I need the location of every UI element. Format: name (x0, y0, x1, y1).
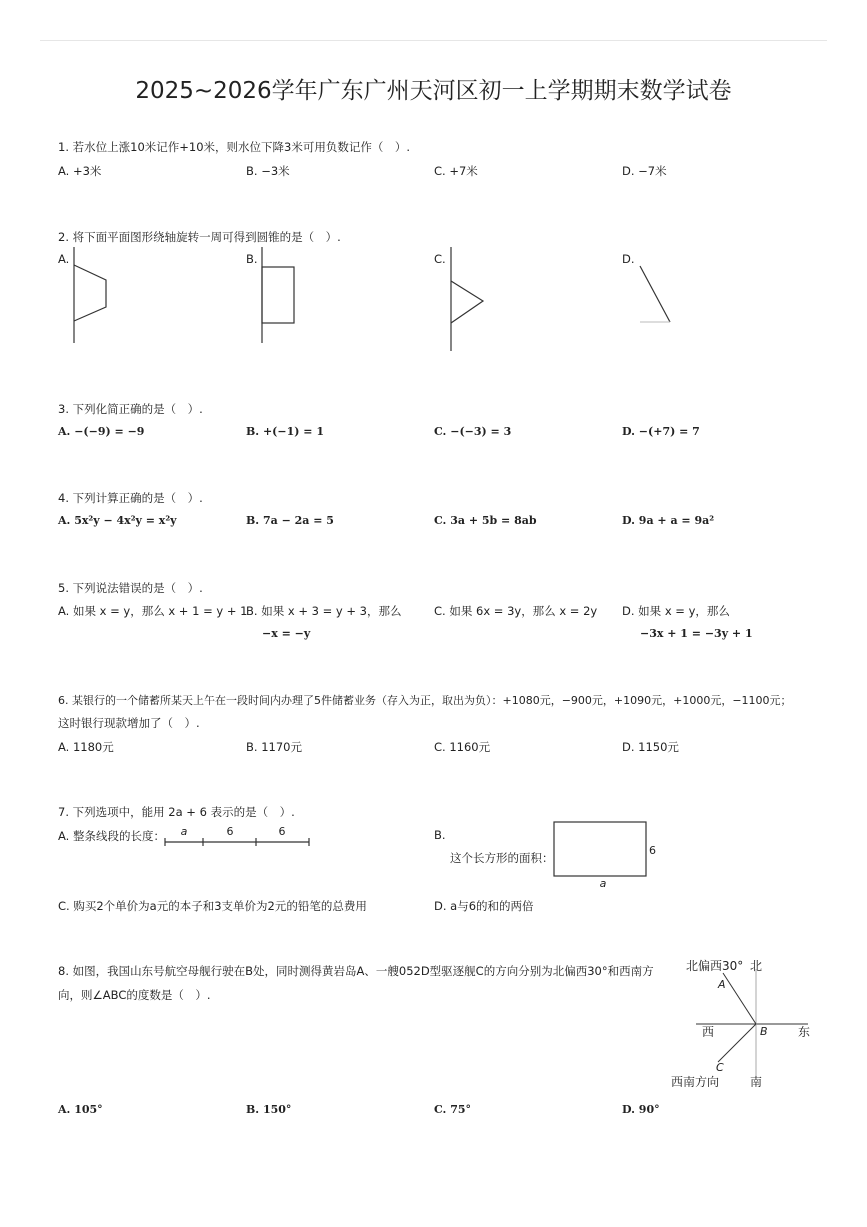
segment-label-6-first: 6 (226, 825, 234, 838)
south-west-label: 西南方向 (671, 1075, 720, 1089)
question-6-option-d[interactable]: D. 1150元 (622, 740, 679, 754)
question-3-option-b[interactable]: B. +(−1) = 1 (246, 425, 324, 438)
question-5-option-b-line1[interactable]: B. 如果 x + 3 = y + 3，那么 (246, 604, 402, 618)
question-2-figure-c (438, 245, 498, 355)
north-west-30-label: 北偏西30° (686, 959, 744, 973)
question-8-stem-line2: 向，则∠ABC的度数是（ ）. (58, 988, 211, 1002)
question-5-option-d-line1[interactable]: D. 如果 x = y，那么 (622, 604, 730, 618)
question-6-stem-line2: 这时银行现款增加了（ ）. (58, 716, 200, 730)
question-3-option-d[interactable]: D. −(+7) = 7 (622, 425, 700, 438)
question-6-option-a[interactable]: A. 1180元 (58, 740, 114, 754)
question-3-option-c[interactable]: C. −(−3) = 3 (434, 425, 512, 438)
question-2-option-c[interactable]: C. (434, 252, 446, 266)
page-title: 2025~2026学年广东广州天河区初一上学期期末数学试卷 (135, 78, 732, 104)
question-8-option-a[interactable]: A. 105° (58, 1103, 103, 1116)
header-rule (40, 40, 827, 41)
north-label: 北 (750, 959, 763, 973)
question-8-option-c[interactable]: C. 75° (434, 1103, 472, 1116)
question-5-option-b-line2: −x = −y (262, 627, 311, 640)
question-5-option-d-line2: −3x + 1 = −3y + 1 (640, 627, 753, 640)
question-7-rectangle-figure (553, 821, 663, 893)
question-1-option-b[interactable]: B. −3米 (246, 164, 290, 178)
question-3-option-a[interactable]: A. −(−9) = −9 (58, 425, 145, 438)
question-6-option-c[interactable]: C. 1160元 (434, 740, 491, 754)
question-8-stem-line1: 8. 如图，我国山东号航空母舰行驶在B处，同时测得黄岩岛A、一艘052D型驱逐舰C的方向分别为北偏西30°和西南方 (58, 964, 654, 978)
east-label: 东 (798, 1025, 811, 1039)
question-1-option-c[interactable]: C. +7米 (434, 164, 478, 178)
segment-label-a: a (180, 825, 188, 838)
question-1-stem: 1. 若水位上涨10米记作+10米，则水位下降3米可用负数记作（ ）. (58, 140, 410, 154)
question-6-stem-line1: 6. 某银行的一个储蓄所某天上午在一段时间内办理了5件储蓄业务（存入为正，取出为负）：+1080元，−900元，+1090元，+1000元，−1100元； (58, 694, 792, 707)
point-b-label: B (760, 1025, 768, 1038)
question-4-option-c[interactable]: C. 3a + 5b = 8ab (434, 514, 537, 527)
question-4-option-b[interactable]: B. 7a − 2a = 5 (246, 514, 334, 527)
question-1-option-d[interactable]: D. −7米 (622, 164, 667, 178)
question-4-option-a[interactable]: A. 5x²y − 4x²y = x²y (58, 514, 177, 527)
question-7-option-c[interactable]: C. 购买2个单价为a元的本子和3支单价为2元的铅笔的总费用 (58, 899, 367, 913)
point-c-label: C (716, 1061, 724, 1074)
question-2-figure-d (630, 260, 690, 330)
west-label: 西 (702, 1025, 715, 1039)
question-2-option-a[interactable]: A. (58, 252, 70, 266)
question-2-figure-b (250, 245, 310, 350)
question-2-stem: 2. 将下面平面图形绕轴旋转一周可得到圆锥的是（ ）. (58, 230, 341, 244)
question-5-stem: 5. 下列说法错误的是（ ）. (58, 581, 203, 595)
question-4-option-d[interactable]: D. 9a + a = 9a² (622, 514, 715, 527)
question-2-option-d[interactable]: D. (622, 252, 635, 266)
rectangle-width-label: a (599, 877, 607, 890)
rectangle-height-label: 6 (649, 844, 656, 857)
question-7-option-b-text: 这个长方形的面积： (450, 851, 554, 865)
point-a-label: A (718, 978, 726, 991)
question-2-figure-a (60, 245, 120, 350)
segment-label-6-second: 6 (278, 825, 286, 838)
question-7-segment-figure (165, 822, 315, 848)
question-2-option-b[interactable]: B. (246, 252, 258, 266)
question-7-option-d[interactable]: D. a与6的和的两倍 (434, 899, 534, 913)
question-8-option-d[interactable]: D. 90° (622, 1103, 660, 1116)
south-label: 南 (750, 1075, 763, 1089)
question-5-option-a[interactable]: A. 如果 x = y，那么 x + 1 = y + 1 (58, 604, 248, 618)
question-5-option-c[interactable]: C. 如果 6x = 3y，那么 x = 2y (434, 604, 598, 618)
question-6-option-b[interactable]: B. 1170元 (246, 740, 302, 754)
question-7-stem: 7. 下列选项中，能用 2a + 6 表示的是（ ）. (58, 805, 295, 819)
question-7-option-a[interactable]: A. 整条线段的长度： (58, 829, 165, 843)
question-8-direction-figure (668, 955, 818, 1095)
question-7-option-b[interactable]: B. (434, 828, 446, 842)
question-3-stem: 3. 下列化简正确的是（ ）. (58, 402, 203, 416)
question-4-stem: 4. 下列计算正确的是（ ）. (58, 491, 203, 505)
question-1-option-a[interactable]: A. +3米 (58, 164, 102, 178)
question-8-option-b[interactable]: B. 150° (246, 1103, 292, 1116)
